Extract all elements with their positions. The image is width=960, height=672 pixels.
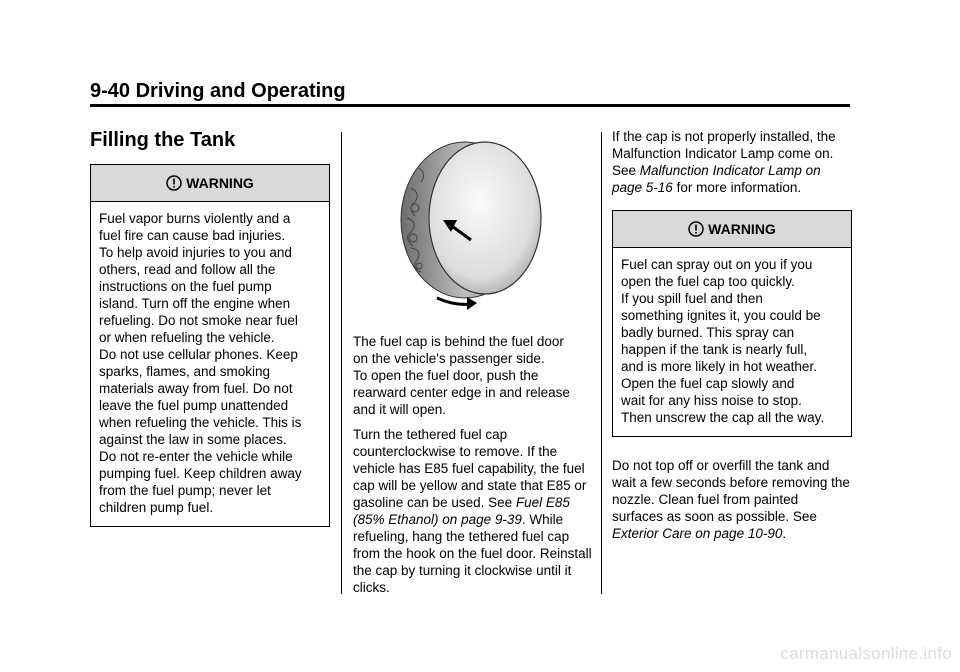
warning-line: instructions on the fuel pump xyxy=(99,279,272,294)
paragraph xyxy=(353,426,593,596)
text-run: for more information. xyxy=(672,180,802,195)
warning-line: and is more likely in hot weather. xyxy=(621,359,817,374)
cross-reference-link[interactable]: Malfunction Indicator Lamp on page 5-16 xyxy=(612,163,821,195)
warning-line: Do not use cellular phones. Keep xyxy=(99,347,298,362)
warning-line: If you spill fuel and then xyxy=(621,291,763,306)
text-line: rearward center edge in and release xyxy=(353,385,570,400)
column-2 xyxy=(353,128,593,604)
text-line: and it will open. xyxy=(353,402,447,417)
header-rule xyxy=(90,104,850,107)
warning-line: sparks, flames, and smoking xyxy=(99,364,271,379)
warning-label: WARNING xyxy=(186,175,254,191)
text-run: . While refueling, hang the tethered fuel cap from the hook on the fuel door. Reinstall the cap by turning it clockwise until it clicks. xyxy=(353,512,592,595)
watermark: carmanualsonline.info xyxy=(780,644,952,663)
section-title: Filling the Tank xyxy=(90,129,236,151)
warning-header xyxy=(613,211,851,248)
warning-line: or when refueling the vehicle. xyxy=(99,330,275,345)
fuel-cap-illustration xyxy=(353,128,593,318)
warning-line: pumping fuel. Keep children away xyxy=(99,466,302,481)
warning-body xyxy=(91,202,329,526)
text-line: on the vehicle's passenger side. xyxy=(353,351,545,366)
warning-line: badly burned. This spray can xyxy=(621,325,795,340)
warning-icon xyxy=(166,175,182,191)
warning-line: against the law in some places. xyxy=(99,432,287,447)
warning-icon xyxy=(688,221,704,237)
warning-line: wait for any hiss noise to stop. xyxy=(621,393,802,408)
text-run: Turn the tethered fuel cap counterclockwise to remove. If the vehicle has E85 fuel capability, the fuel cap will be yellow and state that E85 or gasoline can be used. See xyxy=(353,427,587,510)
warning-line: others, read and follow all the xyxy=(99,262,276,277)
column-1 xyxy=(90,128,330,527)
warning-line: island. Turn off the engine when xyxy=(99,296,291,311)
text-run: Do not top off or overfill the tank and wait a few seconds before removing the nozzle. Clean fuel from painted surfaces as soon as possible. See xyxy=(612,458,850,524)
cross-reference-link[interactable]: Fuel E85 (85% Ethanol) on page 9-39 xyxy=(353,495,570,527)
warning-line: refueling. Do not smoke near fuel xyxy=(99,313,298,328)
warning-line: something ignites it, you could be xyxy=(621,308,821,323)
warning-box xyxy=(612,210,852,437)
warning-line: To help avoid injuries to you and xyxy=(99,245,292,260)
text-line: The fuel cap is behind the fuel door xyxy=(353,334,564,349)
warning-line: materials away from fuel. Do not xyxy=(99,381,293,396)
paragraph xyxy=(612,457,852,542)
warning-box xyxy=(90,164,330,527)
column-divider xyxy=(341,132,342,594)
warning-line: children pump fuel. xyxy=(99,500,214,515)
warning-line: Fuel can spray out on you if you xyxy=(621,257,813,272)
page-title: 9-40 Driving and Operating xyxy=(90,80,346,102)
text-run: If the cap is not properly installed, the Malfunction Indicator Lamp come on. See xyxy=(612,129,836,178)
warning-line: Then unscrew the cap all the way. xyxy=(621,410,825,425)
cross-reference-link[interactable]: Exterior Care on page 10-90 xyxy=(612,526,783,541)
warning-line: Fuel vapor burns violently and a xyxy=(99,211,291,226)
paragraph xyxy=(353,333,593,418)
warning-body xyxy=(613,248,851,436)
warning-line: happen if the tank is nearly full, xyxy=(621,342,808,357)
text-run: . xyxy=(782,526,787,541)
text-line: To open the fuel door, push the xyxy=(353,368,539,383)
warning-line: when refueling the vehicle. This is xyxy=(99,415,302,430)
warning-line: from the fuel pump; never let xyxy=(99,483,271,498)
column-divider xyxy=(601,132,602,594)
warning-line: Open the fuel cap slowly and xyxy=(621,376,795,391)
paragraph xyxy=(612,128,852,196)
warning-line: open the fuel cap too quickly. xyxy=(621,274,795,289)
warning-line: Do not re-enter the vehicle while xyxy=(99,449,293,464)
warning-label: WARNING xyxy=(708,221,776,237)
warning-header xyxy=(91,165,329,202)
column-3 xyxy=(612,128,852,550)
warning-line: fuel fire can cause bad injuries. xyxy=(99,228,286,243)
warning-line: leave the fuel pump unattended xyxy=(99,398,289,413)
